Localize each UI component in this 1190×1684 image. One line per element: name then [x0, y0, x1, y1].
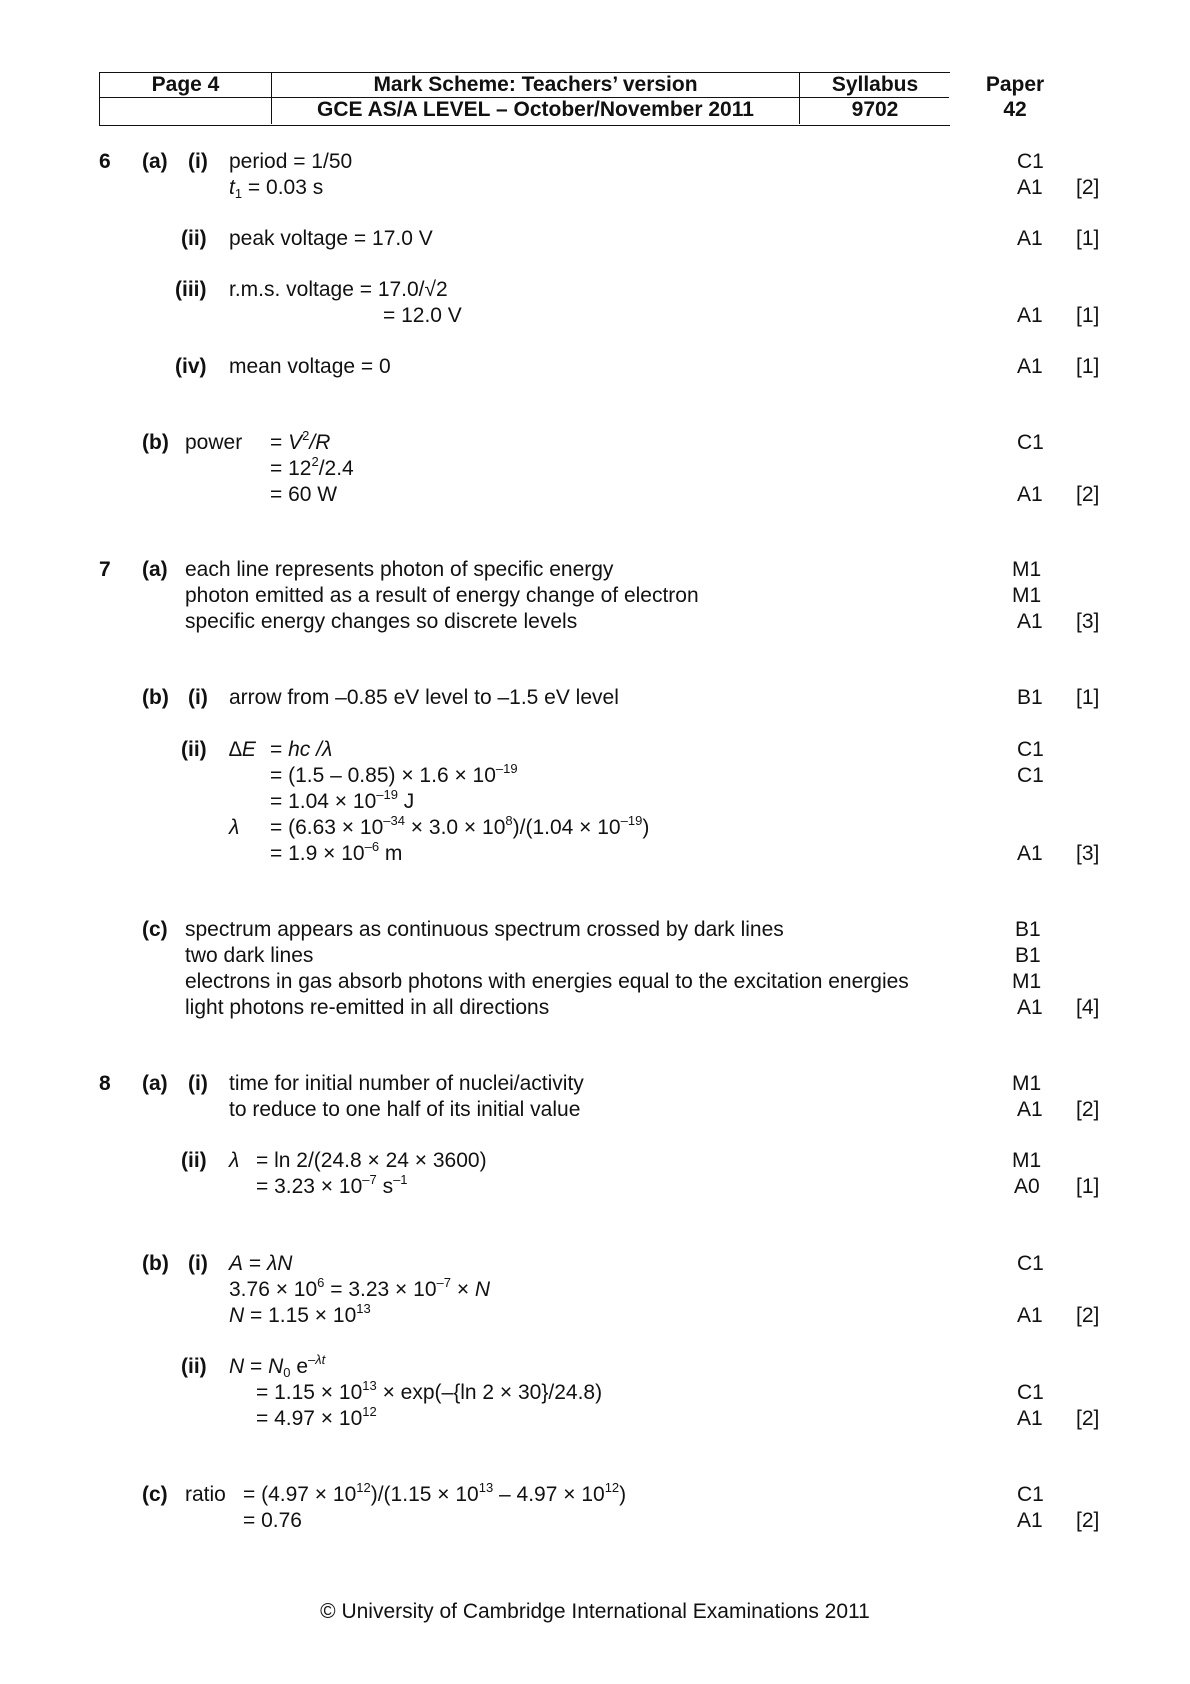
part-label: (b) — [142, 431, 169, 454]
subpart-label: (iv) — [175, 355, 207, 378]
mark: C1 — [1017, 1252, 1044, 1275]
mark: A1 — [1017, 227, 1043, 250]
answer-line: $N = N_0$ $e^{-\lambda t}$ — [229, 1352, 326, 1380]
mark: B1 — [1017, 686, 1043, 709]
answer-line: two dark lines — [185, 944, 314, 967]
total-marks: [2] — [1076, 1509, 1100, 1532]
subpart-label: (i) — [188, 686, 208, 709]
total-marks: [1] — [1076, 227, 1100, 250]
answer-line: time for initial number of nuclei/activity — [229, 1072, 584, 1095]
answer-line: = 0.76 — [243, 1509, 302, 1532]
answer-line: = $4.97 \times 10^{12}$ — [256, 1404, 377, 1430]
mark: A0 — [1014, 1175, 1040, 1198]
part-label: (c) — [142, 918, 168, 941]
subpart-label: (i) — [188, 150, 208, 173]
answer-line: = 60 W — [270, 483, 338, 506]
total-marks: [3] — [1076, 610, 1100, 633]
header-title: Mark Scheme: Teachers’ version — [373, 73, 698, 96]
mark: A1 — [1017, 483, 1043, 506]
answer-line: photon emitted as a result of energy change of electron — [185, 584, 699, 607]
subpart-label: (ii) — [181, 1355, 207, 1378]
answer-line: $N = 1.15 \times 10^{13}$ — [229, 1301, 371, 1327]
answer-line: $t_1 = 0.03$ s — [229, 176, 324, 201]
paper-label: Paper — [985, 73, 1045, 96]
answer-line: peak voltage = 17.0 V — [229, 227, 433, 250]
total-marks: [2] — [1076, 483, 1100, 506]
answer-line: r.m.s. voltage = 17.0/√2 — [229, 278, 448, 301]
subpart-label: (i) — [188, 1072, 208, 1095]
answer-line: = $1.04 \times 10^{-19}$ J — [270, 787, 415, 813]
syllabus-value: 9702 — [851, 98, 899, 121]
mark: A1 — [1017, 1304, 1043, 1327]
header-subtitle: GCE AS/A LEVEL – October/November 2011 — [317, 98, 754, 121]
symbol: ∆E — [229, 738, 256, 761]
total-marks: [1] — [1076, 1175, 1100, 1198]
mark: M1 — [1012, 558, 1042, 581]
answer-line: period = 1/50 — [229, 150, 353, 173]
part-label: (c) — [142, 1483, 168, 1506]
subpart-label: (ii) — [181, 1149, 207, 1172]
answer-line: electrons in gas absorb photons with energies equal to the excitation energies — [185, 970, 909, 993]
copyright-footer: © University of Cambridge International Examinations 2011 — [320, 1600, 870, 1623]
subpart-label: (iii) — [175, 278, 207, 301]
mark: A1 — [1017, 996, 1043, 1019]
answer-line: = $1.15 \times 10^{13} \times \exp(-\{\ln$ 2 × 30}/24.8) — [256, 1378, 603, 1404]
question-number: 6 — [99, 150, 111, 173]
answer-line: $3.76 \times 10^6 = 3.23 \times 10^{-7} \times N$ — [229, 1275, 491, 1301]
part-label: (b) — [142, 686, 169, 709]
answer-line: = $1.9 \times 10^{-6}$ m — [270, 839, 403, 865]
total-marks: [3] — [1076, 842, 1100, 865]
symbol: λ — [229, 1149, 240, 1172]
answer-word: power — [185, 431, 243, 454]
mark: B1 — [1015, 944, 1041, 967]
answer-line: to reduce to one half of its initial value — [229, 1098, 581, 1121]
part-label: (a) — [142, 1072, 168, 1095]
answer-line: = $12^2/2.4$ — [270, 454, 354, 480]
subpart-label: (i) — [188, 1252, 208, 1275]
mark: B1 — [1015, 918, 1041, 941]
mark: M1 — [1012, 1149, 1042, 1172]
answer-line: = $(1.5 - 0.85) \times 1.6 \times 10^{-19}$ — [270, 761, 518, 787]
total-marks: [4] — [1076, 996, 1100, 1019]
mark: A1 — [1017, 304, 1043, 327]
part-label: (b) — [142, 1252, 169, 1275]
total-marks: [1] — [1076, 304, 1100, 327]
total-marks: [2] — [1076, 1098, 1100, 1121]
subpart-label: (ii) — [181, 738, 207, 761]
mark: A1 — [1017, 1509, 1043, 1532]
answer-line: A = λN — [229, 1252, 293, 1275]
mark: A1 — [1017, 176, 1043, 199]
answer-line: = $V^2/R$ — [270, 428, 331, 454]
answer-line: = $(4.97 \times 10^{12})/(1.15 \times 10^{13} - 4.97 \times 10^{12})$ — [243, 1480, 627, 1506]
part-label: (a) — [142, 150, 168, 173]
mark: C1 — [1017, 764, 1044, 787]
total-marks: [1] — [1076, 686, 1100, 709]
mark: A1 — [1017, 355, 1043, 378]
answer-line: = hc /λ — [270, 738, 333, 761]
answer-line: spectrum appears as continuous spectrum crossed by dark lines — [185, 918, 784, 941]
mark: A1 — [1017, 842, 1043, 865]
total-marks: [1] — [1076, 355, 1100, 378]
answer-line: = $3.23 \times 10^{-7}$ $s^{-1}$ — [256, 1172, 408, 1198]
question-number: 7 — [99, 558, 111, 581]
answer-line: specific energy changes so discrete levels — [185, 610, 578, 633]
syllabus-label: Syllabus — [831, 73, 919, 96]
page-number: Page 4 — [151, 73, 220, 96]
total-marks: [2] — [1076, 1407, 1100, 1430]
total-marks: [2] — [1076, 1304, 1100, 1327]
answer-line: light photons re-emitted in all directions — [185, 996, 550, 1019]
total-marks: [2] — [1076, 176, 1100, 199]
mark: M1 — [1012, 584, 1042, 607]
mark: C1 — [1017, 1483, 1044, 1506]
answer-line: = $(6.63 \times 10^{-34} \times 3.0 \times 10^8)/(1.04 \times 10^{-19})$ — [270, 813, 650, 839]
answer-line: each line represents photon of specific energy — [185, 558, 614, 581]
mark: C1 — [1017, 150, 1044, 173]
symbol: λ — [229, 816, 240, 839]
answer-line: = 12.0 V — [383, 304, 462, 327]
answer-line: mean voltage = 0 — [229, 355, 391, 378]
mark: M1 — [1012, 970, 1042, 993]
answer-word: ratio — [185, 1483, 226, 1506]
mark: A1 — [1017, 1098, 1043, 1121]
mark: A1 — [1017, 1407, 1043, 1430]
mark: M1 — [1012, 1072, 1042, 1095]
part-label: (a) — [142, 558, 168, 581]
mark: C1 — [1017, 431, 1044, 454]
subpart-label: (ii) — [181, 227, 207, 250]
mark: A1 — [1017, 610, 1043, 633]
mark: C1 — [1017, 1381, 1044, 1404]
mark: C1 — [1017, 738, 1044, 761]
answer-line: arrow from –0.85 eV level to –1.5 eV level — [229, 686, 619, 709]
paper-value: 42 — [1003, 98, 1027, 121]
answer-line: = ln 2/(24.8 × 24 × 3600) — [256, 1149, 487, 1172]
question-number: 8 — [99, 1072, 111, 1095]
